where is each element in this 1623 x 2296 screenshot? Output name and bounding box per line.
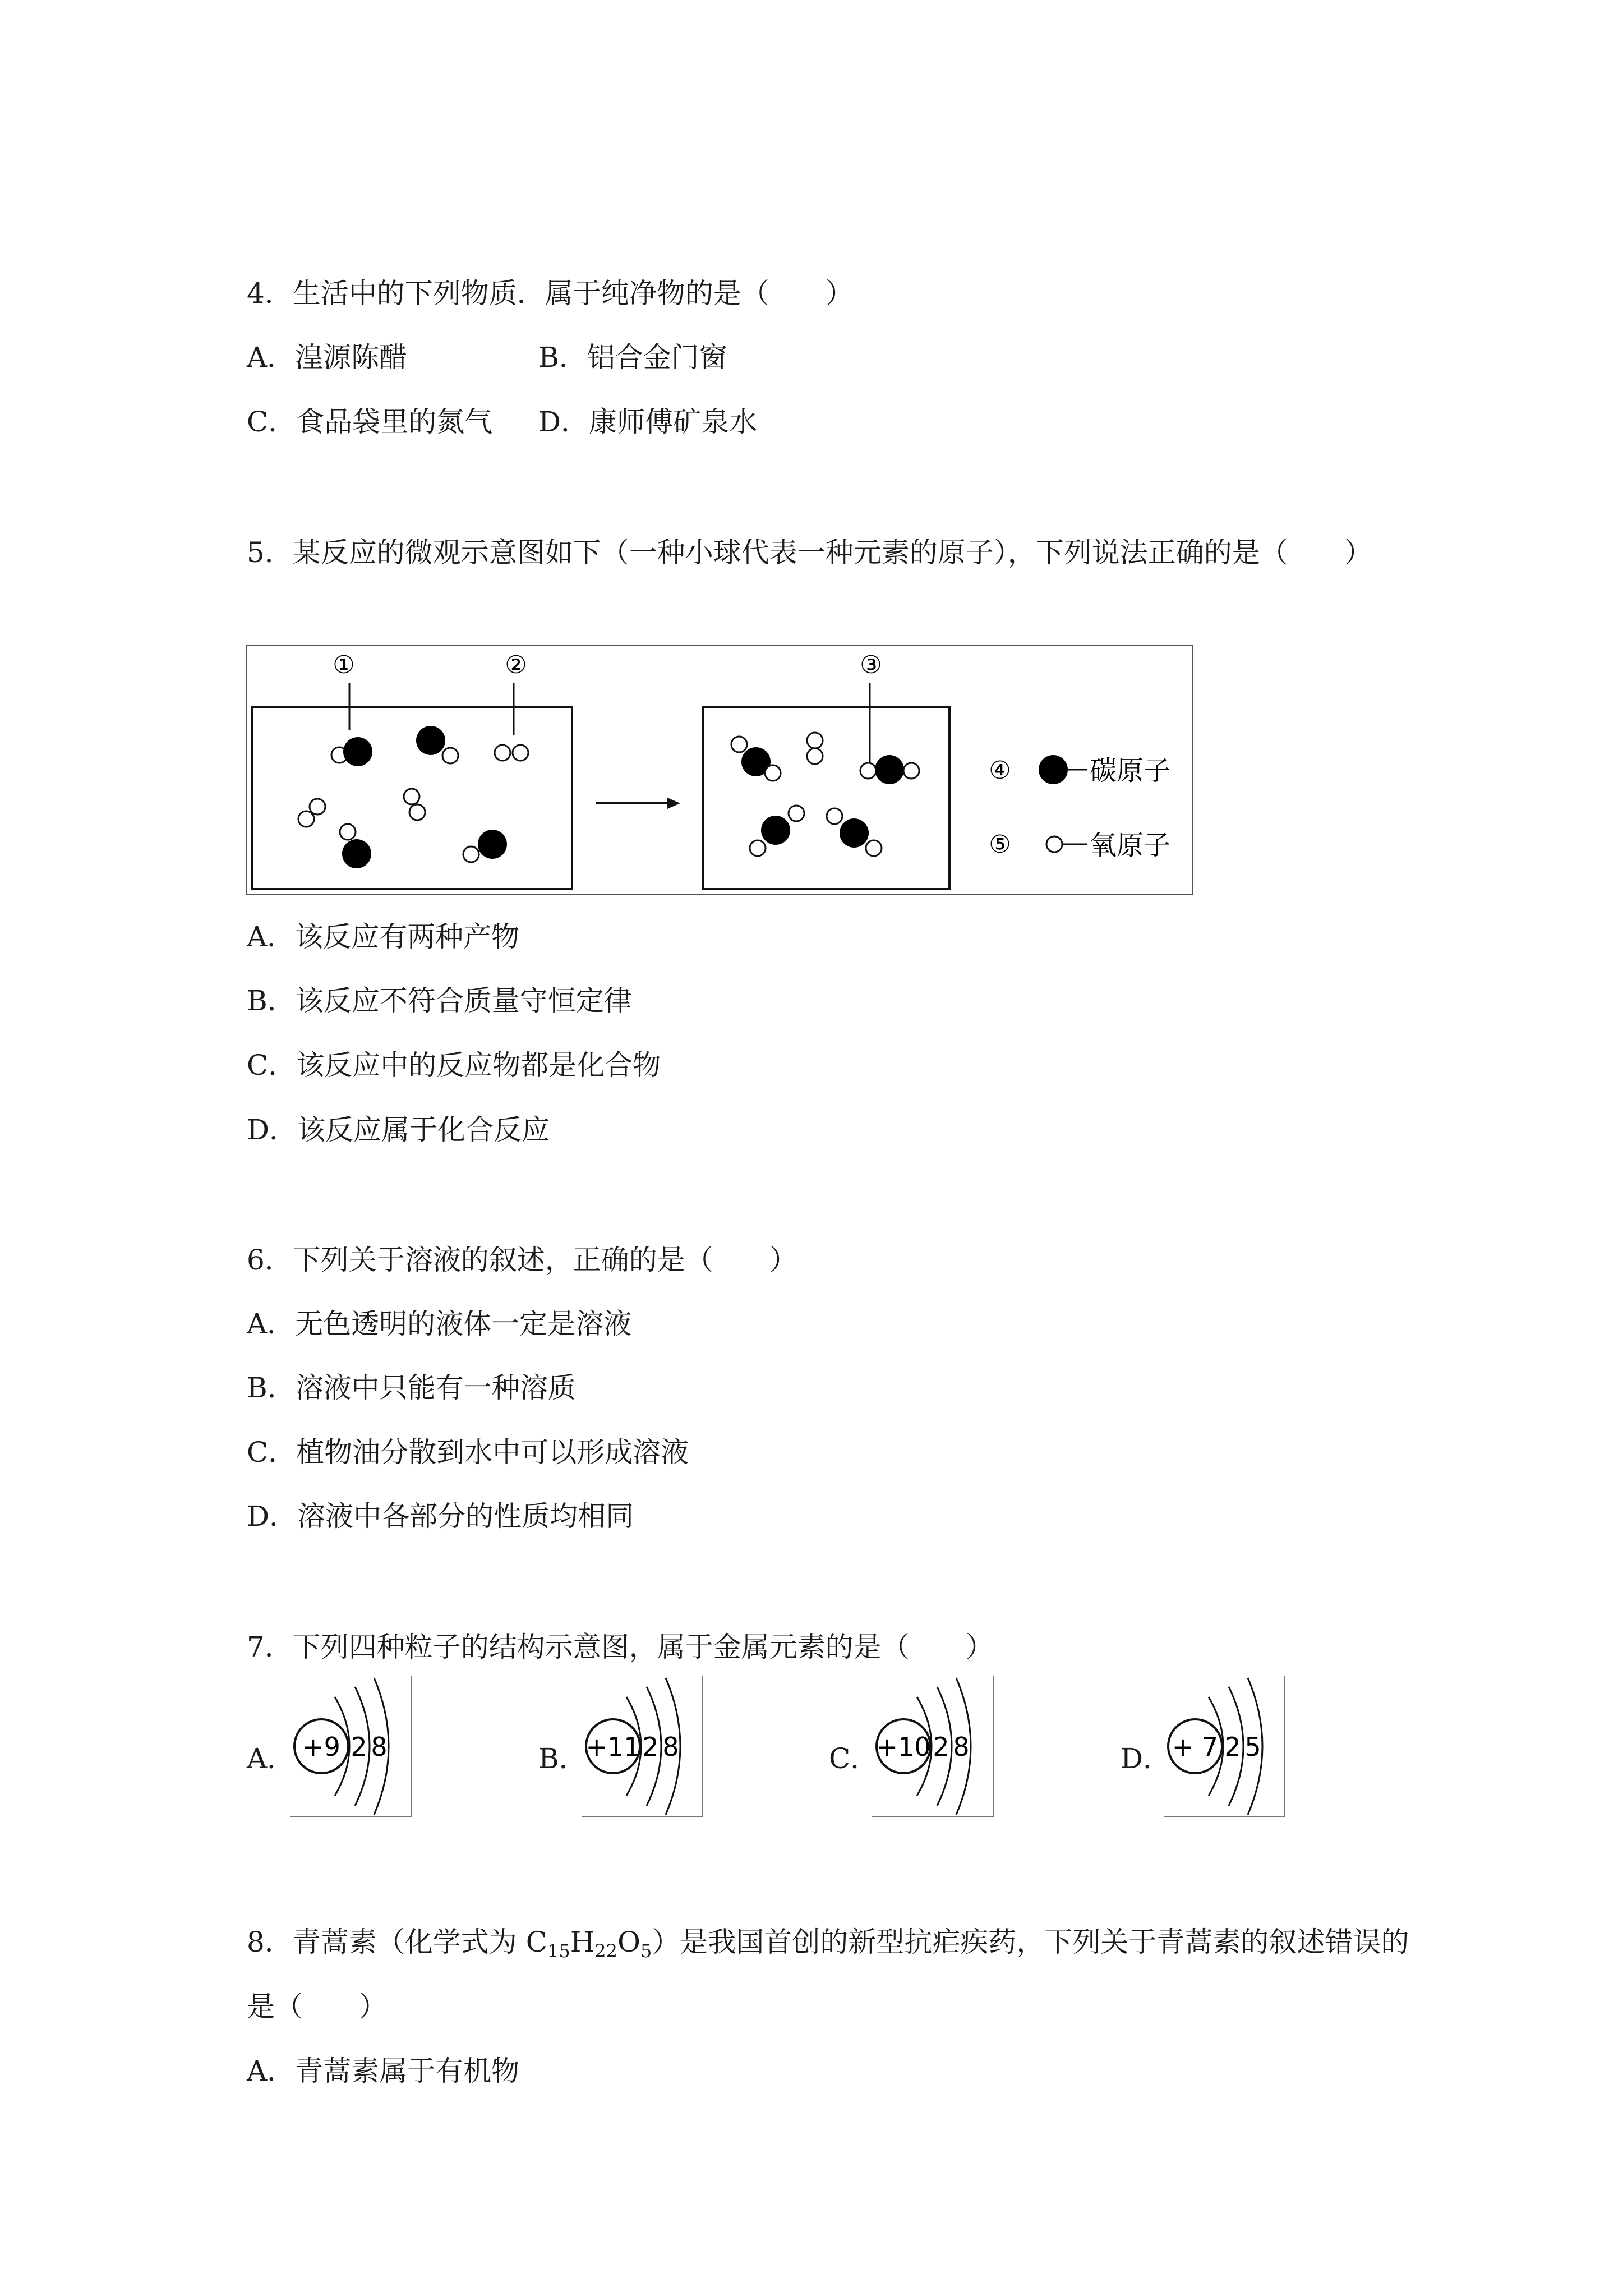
atom-structure-diagram	[1163, 1674, 1286, 1818]
co2-molecule	[731, 737, 781, 781]
o2-molecule	[807, 733, 823, 764]
q4-option-d: D．康师傅矿泉水	[538, 406, 758, 438]
marker-4: ④	[989, 756, 1011, 785]
shell-electron-count: 8	[662, 1732, 679, 1762]
q6-option-d: D．溶液中各部分的性质均相同	[247, 1500, 634, 1533]
shell-electron-count: 5	[1244, 1732, 1261, 1762]
q6-option-c: C．植物油分散到水中可以形成溶液	[247, 1436, 689, 1469]
q7-option-label: D．	[1121, 1742, 1172, 1775]
reaction-diagram	[246, 645, 1193, 895]
co-molecule	[331, 737, 372, 766]
q4-option-b: B．铝合金门窗	[538, 341, 727, 374]
co2-molecule	[827, 808, 882, 856]
co-molecule	[340, 824, 371, 868]
atom-structure-diagram	[580, 1674, 704, 1818]
co-molecule	[416, 726, 458, 763]
marker-3: ③	[860, 651, 882, 679]
reaction-arrow	[596, 798, 680, 809]
atom-structure-diagram	[289, 1674, 412, 1818]
legend-carbon-label: 碳原子	[1090, 755, 1171, 786]
q5-option-d: D．该反应属于化合反应	[247, 1114, 550, 1146]
q8-option-a: A．青蒿素属于有机物	[247, 2055, 520, 2087]
shell-electron-count: 2	[642, 1732, 659, 1762]
oxygen-atom-legend-icon	[1046, 836, 1062, 852]
q4-stem: 4．生活中的下列物质．属于纯净物的是（ ）	[247, 277, 854, 310]
shell-electron-count: 2	[933, 1732, 949, 1762]
nucleus-charge: +10	[876, 1732, 931, 1762]
o2-molecule	[298, 799, 325, 827]
o2-molecule	[404, 789, 425, 820]
shell-electron-count: 2	[1224, 1732, 1241, 1762]
shell-electron-count: 8	[953, 1732, 970, 1762]
q5-option-b: B．该反应不符合质量守恒定律	[247, 984, 632, 1017]
o2-molecule	[495, 745, 528, 761]
q7-option-label: C．	[829, 1742, 879, 1775]
q5-option-c: C．该反应中的反应物都是化合物	[247, 1049, 661, 1082]
shell-electron-count: 2	[351, 1732, 367, 1762]
q6-option-a: A．无色透明的液体一定是溶液	[247, 1308, 632, 1340]
q7-option-label: B．	[538, 1742, 587, 1775]
q4-option-c: C．食品袋里的氮气	[247, 406, 493, 438]
co-molecule	[463, 830, 507, 862]
q5-option-a: A．该反应有两种产物	[247, 921, 520, 953]
carbon-atom-legend-icon	[1039, 755, 1068, 784]
nucleus-charge: +11	[585, 1732, 640, 1762]
q6-option-b: B．溶液中只能有一种溶质	[247, 1372, 576, 1404]
q4-option-a: A．湟源陈醋	[247, 341, 408, 374]
marker-2: ②	[505, 651, 527, 679]
q6-stem: 6．下列关于溶液的叙述，正确的是（ ）	[247, 1244, 797, 1276]
q7-option-label: A．	[247, 1742, 296, 1775]
co2-molecule	[750, 806, 804, 856]
products-box	[703, 707, 949, 889]
marker-5: ⑤	[989, 830, 1011, 859]
q7-stem: 7．下列四种粒子的结构示意图，属于金属元素的是（ ）	[247, 1631, 994, 1663]
nucleus-charge: +9	[302, 1732, 340, 1762]
q5-stem: 5．某反应的微观示意图如下（一种小球代表一种元素的原子），下列说法正确的是（ ）	[247, 536, 1372, 569]
q8-stem-line2: 是（ ）	[247, 1990, 387, 2023]
marker-1: ①	[333, 651, 355, 679]
q8-stem: 8．青蒿素（化学式为 $C_{15}H_{22}O_5$）是我国首创的新型抗疟疾药，下列关于青蒿素的叙述错误的	[247, 1926, 1409, 1962]
shell-electron-count: 8	[371, 1732, 388, 1762]
nucleus-charge: + 7	[1172, 1732, 1219, 1762]
atom-structure-diagram	[871, 1674, 994, 1818]
legend-oxygen-label: 氧原子	[1090, 830, 1171, 861]
